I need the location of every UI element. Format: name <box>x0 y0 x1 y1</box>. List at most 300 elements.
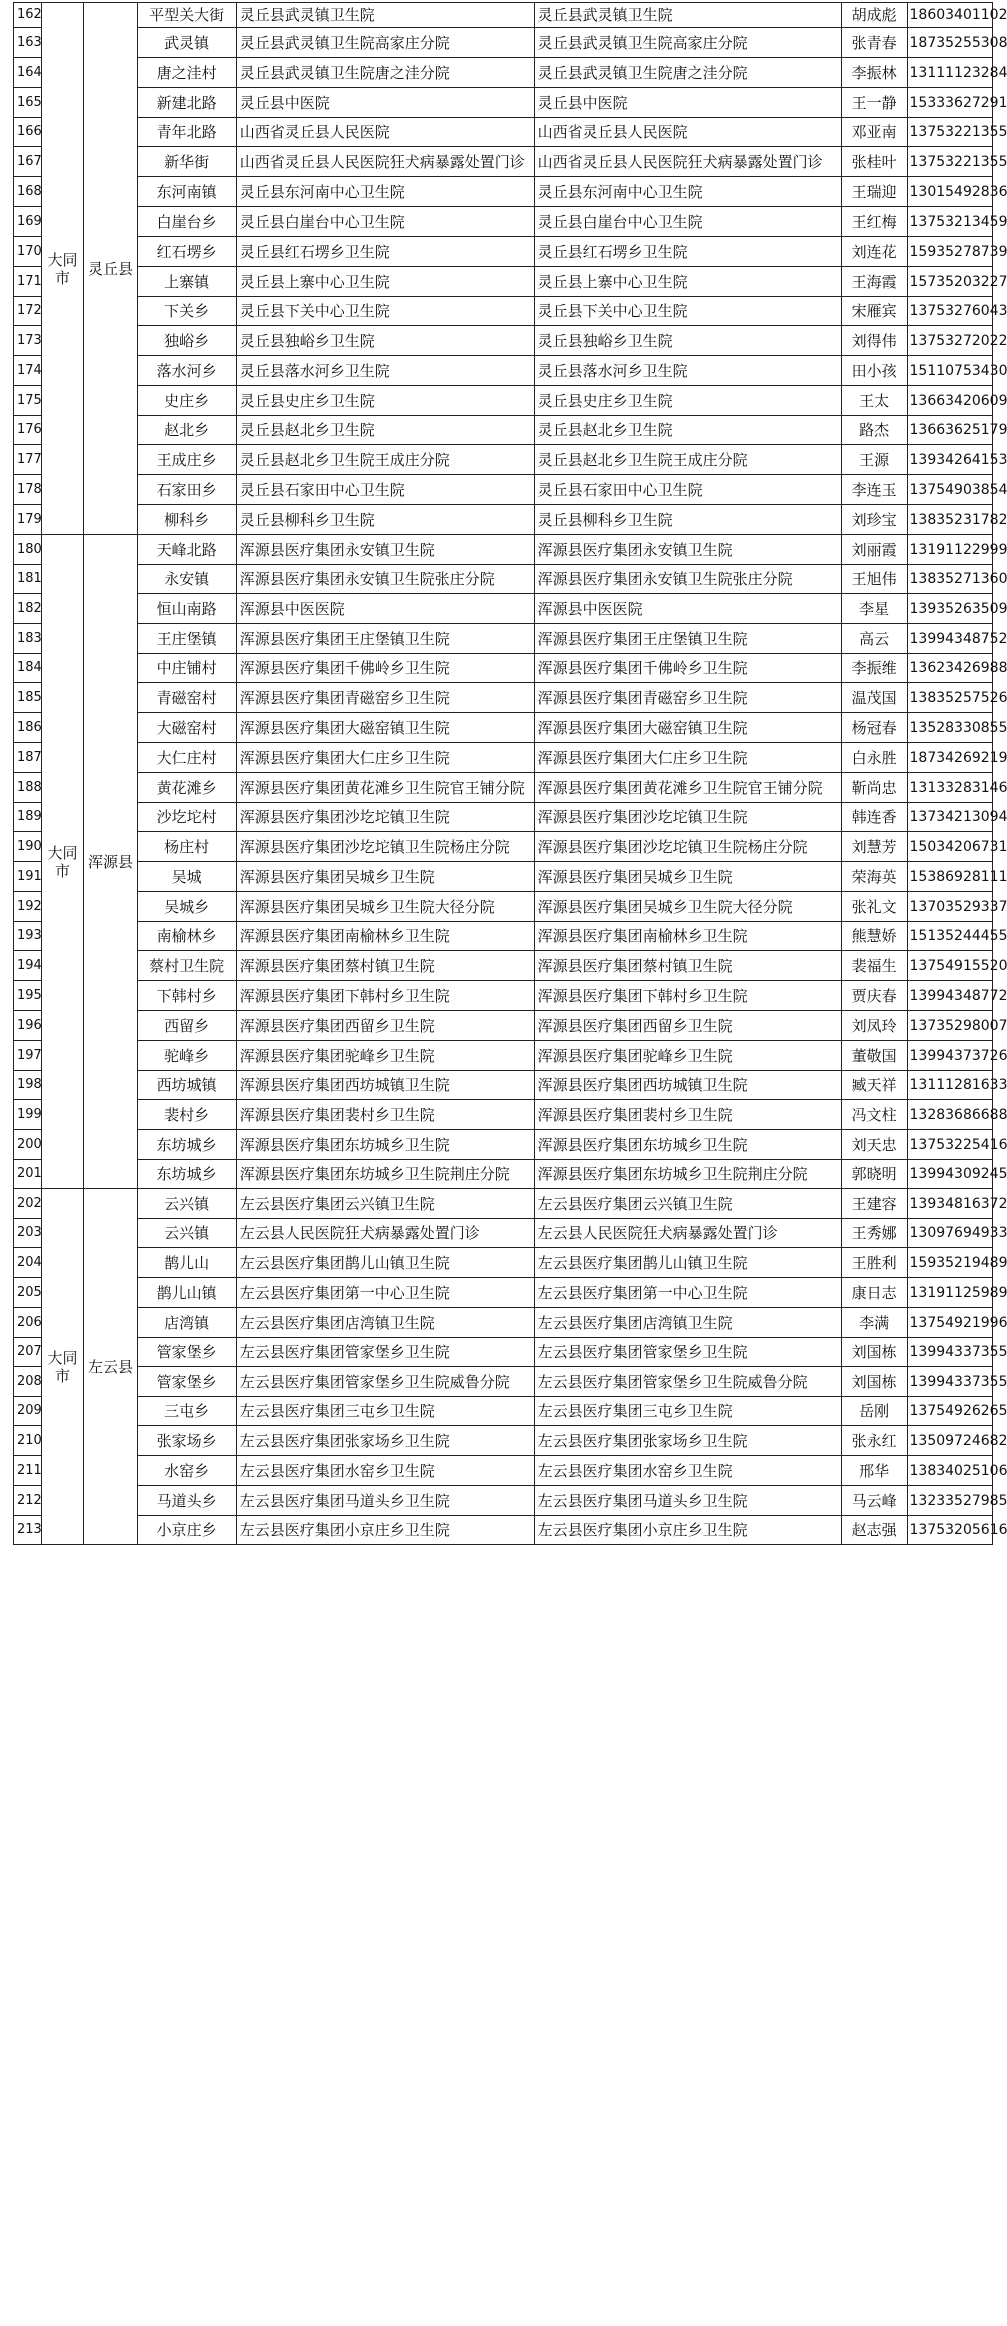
contact-person-cell: 韩连香 <box>841 803 907 832</box>
clinic-name-cell: 浑源县医疗集团驼峰乡卫生院 <box>236 1041 534 1071</box>
clinic-address-cell: 浑源县医疗集团青磁窑乡卫生院 <box>534 683 841 713</box>
table-row <box>14 773 993 803</box>
row-number: 191 <box>14 862 42 892</box>
contact-person-cell: 刘天忠 <box>841 1130 907 1160</box>
table-row <box>14 803 993 832</box>
township-cell: 天峰北路 <box>137 535 236 565</box>
phone-cell: 13015492836 <box>907 177 993 207</box>
clinic-address-cell: 灵丘县白崖台中心卫生院 <box>534 207 841 237</box>
phone-cell: 18735255308 <box>907 28 993 58</box>
phone-cell: 13623426988 <box>907 654 993 683</box>
clinic-name-cell: 灵丘县武灵镇卫生院唐之洼分院 <box>236 58 534 88</box>
clinic-name-cell: 灵丘县武灵镇卫生院 <box>236 3 534 28</box>
clinic-address-cell: 山西省灵丘县人民医院 <box>534 118 841 147</box>
row-number: 197 <box>14 1041 42 1071</box>
table-row <box>14 1160 993 1189</box>
table-row <box>14 1308 993 1338</box>
table-row <box>14 1100 993 1130</box>
row-number: 202 <box>14 1189 42 1219</box>
township-cell: 鹊儿山 <box>137 1248 236 1278</box>
clinic-name-cell: 浑源县医疗集团黄花滩乡卫生院官王铺分院 <box>236 773 534 803</box>
contact-person-cell: 郭晓明 <box>841 1160 907 1189</box>
row-number: 194 <box>14 951 42 981</box>
phone-cell: 13994348772 <box>907 981 993 1011</box>
clinic-address-cell: 左云县医疗集团云兴镇卫生院 <box>534 1189 841 1219</box>
contact-person-cell: 李振维 <box>841 654 907 683</box>
township-cell: 落水河乡 <box>137 356 236 386</box>
contact-person-cell: 李振林 <box>841 58 907 88</box>
row-number: 193 <box>14 922 42 951</box>
city-cell: 大同市 <box>41 1189 84 1545</box>
phone-cell: 13935263509 <box>907 594 993 624</box>
clinic-address-cell: 左云县医疗集团店湾镇卫生院 <box>534 1308 841 1338</box>
contact-person-cell: 岳刚 <box>841 1397 907 1426</box>
row-number: 199 <box>14 1100 42 1130</box>
table-row <box>14 297 993 326</box>
clinic-name-cell: 浑源县医疗集团青磁窑乡卫生院 <box>236 683 534 713</box>
clinic-name-cell: 浑源县医疗集团西留乡卫生院 <box>236 1011 534 1041</box>
row-number: 203 <box>14 1219 42 1248</box>
clinic-address-cell: 浑源县医疗集团沙圪坨镇卫生院 <box>534 803 841 832</box>
row-number: 210 <box>14 1426 42 1456</box>
phone-cell: 15735203227 <box>907 267 993 297</box>
table-row <box>14 1456 993 1486</box>
clinic-name-cell: 灵丘县武灵镇卫生院高家庄分院 <box>236 28 534 58</box>
row-number: 198 <box>14 1071 42 1100</box>
contact-person-cell: 王海霞 <box>841 267 907 297</box>
clinic-address-cell: 灵丘县落水河乡卫生院 <box>534 356 841 386</box>
table-row <box>14 1130 993 1160</box>
township-cell: 三屯乡 <box>137 1397 236 1426</box>
county-cell: 浑源县 <box>84 535 137 1189</box>
clinic-name-cell: 山西省灵丘县人民医院狂犬病暴露处置门诊 <box>236 147 534 177</box>
clinic-name-cell: 左云县医疗集团马道头乡卫生院 <box>236 1486 534 1516</box>
phone-cell: 13994309245 <box>907 1160 993 1189</box>
township-cell: 南榆林乡 <box>137 922 236 951</box>
row-number: 205 <box>14 1278 42 1308</box>
clinic-name-cell: 浑源县医疗集团东坊城乡卫生院 <box>236 1130 534 1160</box>
township-cell: 王庄堡镇 <box>137 624 236 654</box>
clinic-address-cell: 浑源县医疗集团蔡村镇卫生院 <box>534 951 841 981</box>
row-number: 183 <box>14 624 42 654</box>
township-cell: 赵北乡 <box>137 416 236 445</box>
county-cell: 左云县 <box>84 1189 137 1545</box>
phone-cell: 13734213094 <box>907 803 993 832</box>
contact-person-cell: 王瑞迎 <box>841 177 907 207</box>
phone-cell: 13754915520 <box>907 951 993 981</box>
clinic-name-cell: 浑源县中医医院 <box>236 594 534 624</box>
phone-cell: 18734269219 <box>907 743 993 773</box>
clinic-name-cell: 浑源县医疗集团大磁窑镇卫生院 <box>236 713 534 743</box>
table-row <box>14 356 993 386</box>
clinic-name-cell: 灵丘县赵北乡卫生院 <box>236 416 534 445</box>
clinic-name-cell: 灵丘县上寨中心卫生院 <box>236 267 534 297</box>
table-row <box>14 1367 993 1397</box>
clinic-address-cell: 浑源县医疗集团永安镇卫生院张庄分院 <box>534 565 841 594</box>
clinic-address-cell: 灵丘县史庄乡卫生院 <box>534 386 841 416</box>
township-cell: 青年北路 <box>137 118 236 147</box>
phone-cell: 13509724682 <box>907 1426 993 1456</box>
phone-cell: 15935278739 <box>907 237 993 267</box>
clinic-address-cell: 浑源县医疗集团吴城乡卫生院 <box>534 862 841 892</box>
row-number: 204 <box>14 1248 42 1278</box>
clinic-address-cell: 左云县医疗集团鹊儿山镇卫生院 <box>534 1248 841 1278</box>
table-row <box>14 654 993 683</box>
clinic-address-cell: 灵丘县中医院 <box>534 88 841 118</box>
clinic-name-cell: 浑源县医疗集团大仁庄乡卫生院 <box>236 743 534 773</box>
clinic-address-cell: 浑源县医疗集团吴城乡卫生院大径分院 <box>534 892 841 922</box>
phone-cell: 13753221355 <box>907 118 993 147</box>
township-cell: 沙圪坨村 <box>137 803 236 832</box>
clinic-name-cell: 浑源县医疗集团吴城乡卫生院大径分院 <box>236 892 534 922</box>
township-cell: 裴村乡 <box>137 1100 236 1130</box>
table-row <box>14 505 993 535</box>
table-row <box>14 1248 993 1278</box>
table-row <box>14 922 993 951</box>
row-number: 185 <box>14 683 42 713</box>
row-number: 176 <box>14 416 42 445</box>
clinic-name-cell: 灵丘县柳科乡卫生院 <box>236 505 534 535</box>
township-cell: 东河南镇 <box>137 177 236 207</box>
township-cell: 西坊城镇 <box>137 1071 236 1100</box>
contact-person-cell: 赵志强 <box>841 1516 907 1545</box>
table-row <box>14 832 993 862</box>
contact-person-cell: 路杰 <box>841 416 907 445</box>
phone-cell: 13753205616 <box>907 1516 993 1545</box>
clinic-address-cell: 灵丘县下关中心卫生院 <box>534 297 841 326</box>
contact-person-cell: 白永胜 <box>841 743 907 773</box>
row-number: 200 <box>14 1130 42 1160</box>
table-row <box>14 743 993 773</box>
contact-person-cell: 宋雁宾 <box>841 297 907 326</box>
phone-cell: 13663625179 <box>907 416 993 445</box>
clinic-name-cell: 浑源县医疗集团千佛岭乡卫生院 <box>236 654 534 683</box>
phone-cell: 13663420609 <box>907 386 993 416</box>
table-row <box>14 1041 993 1071</box>
township-cell: 上寨镇 <box>137 267 236 297</box>
clinic-name-cell: 浑源县医疗集团王庄堡镇卫生院 <box>236 624 534 654</box>
township-cell: 黄花滩乡 <box>137 773 236 803</box>
contact-person-cell: 王太 <box>841 386 907 416</box>
table-row <box>14 386 993 416</box>
table-row <box>14 147 993 177</box>
phone-cell: 13735298007 <box>907 1011 993 1041</box>
township-cell: 永安镇 <box>137 565 236 594</box>
clinic-name-cell: 左云县医疗集团小京庄乡卫生院 <box>236 1516 534 1545</box>
table-row <box>14 1338 993 1367</box>
phone-cell: 13994373726 <box>907 1041 993 1071</box>
table-row <box>14 1516 993 1545</box>
table-row <box>14 118 993 147</box>
contact-person-cell: 荣海英 <box>841 862 907 892</box>
clinic-name-cell: 灵丘县白崖台中心卫生院 <box>236 207 534 237</box>
clinic-directory-table <box>13 2 1007 1545</box>
table-row <box>14 565 993 594</box>
clinic-name-cell: 左云县医疗集团管家堡乡卫生院威鲁分院 <box>236 1367 534 1397</box>
row-number: 189 <box>14 803 42 832</box>
clinic-address-cell: 浑源县医疗集团永安镇卫生院 <box>534 535 841 565</box>
row-number: 163 <box>14 28 42 58</box>
clinic-name-cell: 灵丘县石家田中心卫生院 <box>236 475 534 505</box>
clinic-name-cell: 左云县医疗集团三屯乡卫生院 <box>236 1397 534 1426</box>
row-number: 164 <box>14 58 42 88</box>
table-row <box>14 624 993 654</box>
row-number: 165 <box>14 88 42 118</box>
clinic-name-cell: 山西省灵丘县人民医院 <box>236 118 534 147</box>
clinic-name-cell: 左云县医疗集团张家场乡卫生院 <box>236 1426 534 1456</box>
phone-cell: 13934816372 <box>907 1189 993 1219</box>
row-number: 167 <box>14 147 42 177</box>
contact-person-cell: 董敬国 <box>841 1041 907 1071</box>
row-number: 213 <box>14 1516 42 1545</box>
row-number: 174 <box>14 356 42 386</box>
clinic-address-cell: 浑源县医疗集团大仁庄乡卫生院 <box>534 743 841 773</box>
row-number: 209 <box>14 1397 42 1426</box>
phone-cell: 13283686688 <box>907 1100 993 1130</box>
township-cell: 红石塄乡 <box>137 237 236 267</box>
phone-cell: 18603401102 <box>907 3 993 28</box>
contact-person-cell: 王源 <box>841 445 907 475</box>
clinic-name-cell: 浑源县医疗集团沙圪坨镇卫生院 <box>236 803 534 832</box>
clinic-address-cell: 浑源县医疗集团下韩村乡卫生院 <box>534 981 841 1011</box>
contact-person-cell: 刘国栋 <box>841 1338 907 1367</box>
phone-cell: 13753276043 <box>907 297 993 326</box>
clinic-name-cell: 浑源县医疗集团沙圪坨镇卫生院杨庄分院 <box>236 832 534 862</box>
row-number: 180 <box>14 535 42 565</box>
table-row <box>14 88 993 118</box>
township-cell: 小京庄乡 <box>137 1516 236 1545</box>
clinic-address-cell: 浑源县医疗集团南榆林乡卫生院 <box>534 922 841 951</box>
table-body <box>14 3 1007 1545</box>
table-row <box>14 1397 993 1426</box>
township-cell: 管家堡乡 <box>137 1338 236 1367</box>
phone-cell: 15110753430 <box>907 356 993 386</box>
clinic-name-cell: 浑源县医疗集团永安镇卫生院张庄分院 <box>236 565 534 594</box>
clinic-address-cell: 左云县医疗集团水窑乡卫生院 <box>534 1456 841 1486</box>
phone-cell: 13754926265 <box>907 1397 993 1426</box>
clinic-address-cell: 浑源县医疗集团沙圪坨镇卫生院杨庄分院 <box>534 832 841 862</box>
contact-person-cell: 马云峰 <box>841 1486 907 1516</box>
clinic-address-cell: 灵丘县柳科乡卫生院 <box>534 505 841 535</box>
contact-person-cell: 李连玉 <box>841 475 907 505</box>
clinic-name-cell: 左云县医疗集团店湾镇卫生院 <box>236 1308 534 1338</box>
township-cell: 东坊城乡 <box>137 1160 236 1189</box>
row-number: 212 <box>14 1486 42 1516</box>
township-cell: 大磁窑村 <box>137 713 236 743</box>
township-cell: 独峪乡 <box>137 326 236 356</box>
row-number: 179 <box>14 505 42 535</box>
table-row <box>14 951 993 981</box>
phone-cell: 13994337355 <box>907 1338 993 1367</box>
row-number: 201 <box>14 1160 42 1189</box>
contact-person-cell: 李星 <box>841 594 907 624</box>
contact-person-cell: 冯文柱 <box>841 1100 907 1130</box>
contact-person-cell: 刘凤玲 <box>841 1011 907 1041</box>
contact-person-cell: 张永红 <box>841 1426 907 1456</box>
clinic-name-cell: 浑源县医疗集团裴村乡卫生院 <box>236 1100 534 1130</box>
clinic-address-cell: 灵丘县武灵镇卫生院 <box>534 3 841 28</box>
phone-cell: 13097694933 <box>907 1219 993 1248</box>
contact-person-cell: 温茂国 <box>841 683 907 713</box>
phone-cell: 15333627291 <box>907 88 993 118</box>
row-number: 184 <box>14 654 42 683</box>
row-number: 178 <box>14 475 42 505</box>
township-cell: 大仁庄村 <box>137 743 236 773</box>
table-row <box>14 1011 993 1041</box>
phone-cell: 13754921996 <box>907 1308 993 1338</box>
table-row <box>14 416 993 445</box>
table-row <box>14 892 993 922</box>
phone-cell: 13111281633 <box>907 1071 993 1100</box>
contact-person-cell: 王胜利 <box>841 1248 907 1278</box>
table-row <box>14 207 993 237</box>
clinic-name-cell: 灵丘县赵北乡卫生院王成庄分院 <box>236 445 534 475</box>
table-row <box>14 3 993 28</box>
contact-person-cell: 王红梅 <box>841 207 907 237</box>
township-cell: 西留乡 <box>137 1011 236 1041</box>
table-row <box>14 58 993 88</box>
contact-person-cell: 刘得伟 <box>841 326 907 356</box>
township-cell: 新华街 <box>137 147 236 177</box>
table-row <box>14 1426 993 1456</box>
township-cell: 驼峰乡 <box>137 1041 236 1071</box>
clinic-name-cell: 灵丘县独峪乡卫生院 <box>236 326 534 356</box>
contact-person-cell: 靳尚忠 <box>841 773 907 803</box>
phone-cell: 13191122999 <box>907 535 993 565</box>
phone-cell: 13835257526 <box>907 683 993 713</box>
row-number: 186 <box>14 713 42 743</box>
township-cell: 白崖台乡 <box>137 207 236 237</box>
clinic-address-cell: 灵丘县东河南中心卫生院 <box>534 177 841 207</box>
township-cell: 蔡村卫生院 <box>137 951 236 981</box>
clinic-address-cell: 山西省灵丘县人民医院狂犬病暴露处置门诊 <box>534 147 841 177</box>
clinic-name-cell: 灵丘县中医院 <box>236 88 534 118</box>
table-row <box>14 535 993 565</box>
township-cell: 马道头乡 <box>137 1486 236 1516</box>
row-number: 211 <box>14 1456 42 1486</box>
row-number: 196 <box>14 1011 42 1041</box>
clinic-address-cell: 浑源县医疗集团黄花滩乡卫生院官王铺分院 <box>534 773 841 803</box>
phone-cell: 15386928111 <box>907 862 993 892</box>
clinic-address-cell: 左云县医疗集团管家堡乡卫生院 <box>534 1338 841 1367</box>
clinic-address-cell: 浑源县医疗集团裴村乡卫生院 <box>534 1100 841 1130</box>
clinic-address-cell: 左云县医疗集团张家场乡卫生院 <box>534 1426 841 1456</box>
clinic-address-cell: 灵丘县赵北乡卫生院 <box>534 416 841 445</box>
contact-person-cell: 田小孩 <box>841 356 907 386</box>
table-row <box>14 326 993 356</box>
table-row <box>14 1219 993 1248</box>
contact-person-cell: 裴福生 <box>841 951 907 981</box>
clinic-name-cell: 左云县医疗集团鹊儿山镇卫生院 <box>236 1248 534 1278</box>
contact-person-cell: 刘国栋 <box>841 1367 907 1397</box>
row-number: 181 <box>14 565 42 594</box>
clinic-address-cell: 左云县人民医院狂犬病暴露处置门诊 <box>534 1219 841 1248</box>
clinic-name-cell: 左云县人民医院狂犬病暴露处置门诊 <box>236 1219 534 1248</box>
contact-person-cell: 王建容 <box>841 1189 907 1219</box>
phone-cell: 15034206731 <box>907 832 993 862</box>
clinic-address-cell: 灵丘县武灵镇卫生院高家庄分院 <box>534 28 841 58</box>
clinic-address-cell: 左云县医疗集团马道头乡卫生院 <box>534 1486 841 1516</box>
row-number: 177 <box>14 445 42 475</box>
row-number: 187 <box>14 743 42 773</box>
contact-person-cell: 张礼文 <box>841 892 907 922</box>
phone-cell: 13754903854 <box>907 475 993 505</box>
row-number: 175 <box>14 386 42 416</box>
clinic-address-cell: 浑源县医疗集团王庄堡镇卫生院 <box>534 624 841 654</box>
clinic-name-cell: 灵丘县红石塄乡卫生院 <box>236 237 534 267</box>
table-row <box>14 713 993 743</box>
contact-person-cell: 杨冠春 <box>841 713 907 743</box>
phone-cell: 13835231782 <box>907 505 993 535</box>
clinic-address-cell: 灵丘县石家田中心卫生院 <box>534 475 841 505</box>
row-number: 206 <box>14 1308 42 1338</box>
township-cell: 中庄铺村 <box>137 654 236 683</box>
row-number: 166 <box>14 118 42 147</box>
table-row <box>14 862 993 892</box>
contact-person-cell: 熊慧娇 <box>841 922 907 951</box>
township-cell: 王成庄乡 <box>137 445 236 475</box>
township-cell: 石家田乡 <box>137 475 236 505</box>
clinic-name-cell: 浑源县医疗集团西坊城镇卫生院 <box>236 1071 534 1100</box>
clinic-address-cell: 灵丘县独峪乡卫生院 <box>534 326 841 356</box>
contact-person-cell: 邓亚南 <box>841 118 907 147</box>
contact-person-cell: 胡成彪 <box>841 3 907 28</box>
phone-cell: 13753221355 <box>907 147 993 177</box>
contact-person-cell: 刘连花 <box>841 237 907 267</box>
phone-cell: 13753213459 <box>907 207 993 237</box>
clinic-name-cell: 左云县医疗集团水窑乡卫生院 <box>236 1456 534 1486</box>
city-cell: 大同市 <box>41 535 84 1189</box>
clinic-address-cell: 左云县医疗集团管家堡乡卫生院威鲁分院 <box>534 1367 841 1397</box>
township-cell: 平型关大街 <box>137 3 236 28</box>
phone-cell: 15935219489 <box>907 1248 993 1278</box>
table-row <box>14 237 993 267</box>
phone-cell: 13753272022 <box>907 326 993 356</box>
contact-person-cell: 康日志 <box>841 1278 907 1308</box>
table-row <box>14 267 993 297</box>
row-number: 192 <box>14 892 42 922</box>
clinic-address-cell: 浑源县医疗集团大磁窑镇卫生院 <box>534 713 841 743</box>
clinic-address-cell: 灵丘县武灵镇卫生院唐之洼分院 <box>534 58 841 88</box>
contact-person-cell: 贾庆春 <box>841 981 907 1011</box>
table-row <box>14 1189 993 1219</box>
clinic-name-cell: 浑源县医疗集团东坊城乡卫生院荆庄分院 <box>236 1160 534 1189</box>
clinic-name-cell: 浑源县医疗集团蔡村镇卫生院 <box>236 951 534 981</box>
table-row <box>14 177 993 207</box>
township-cell: 杨庄村 <box>137 832 236 862</box>
clinic-address-cell: 浑源县医疗集团西留乡卫生院 <box>534 1011 841 1041</box>
clinic-address-cell: 灵丘县红石塄乡卫生院 <box>534 237 841 267</box>
county-cell: 灵丘县 <box>84 3 137 535</box>
clinic-name-cell: 灵丘县下关中心卫生院 <box>236 297 534 326</box>
township-cell: 史庄乡 <box>137 386 236 416</box>
row-number: 162 <box>14 3 42 28</box>
table-row <box>14 28 993 58</box>
clinic-name-cell: 左云县医疗集团管家堡乡卫生院 <box>236 1338 534 1367</box>
phone-cell: 13191125989 <box>907 1278 993 1308</box>
phone-cell: 13528330855 <box>907 713 993 743</box>
phone-cell: 13111123284 <box>907 58 993 88</box>
contact-person-cell: 邢华 <box>841 1456 907 1486</box>
table-row <box>14 981 993 1011</box>
township-cell: 云兴镇 <box>137 1219 236 1248</box>
row-number: 190 <box>14 832 42 862</box>
contact-person-cell: 刘丽霞 <box>841 535 907 565</box>
phone-cell: 13835271360 <box>907 565 993 594</box>
township-cell: 云兴镇 <box>137 1189 236 1219</box>
township-cell: 水窑乡 <box>137 1456 236 1486</box>
row-number: 182 <box>14 594 42 624</box>
